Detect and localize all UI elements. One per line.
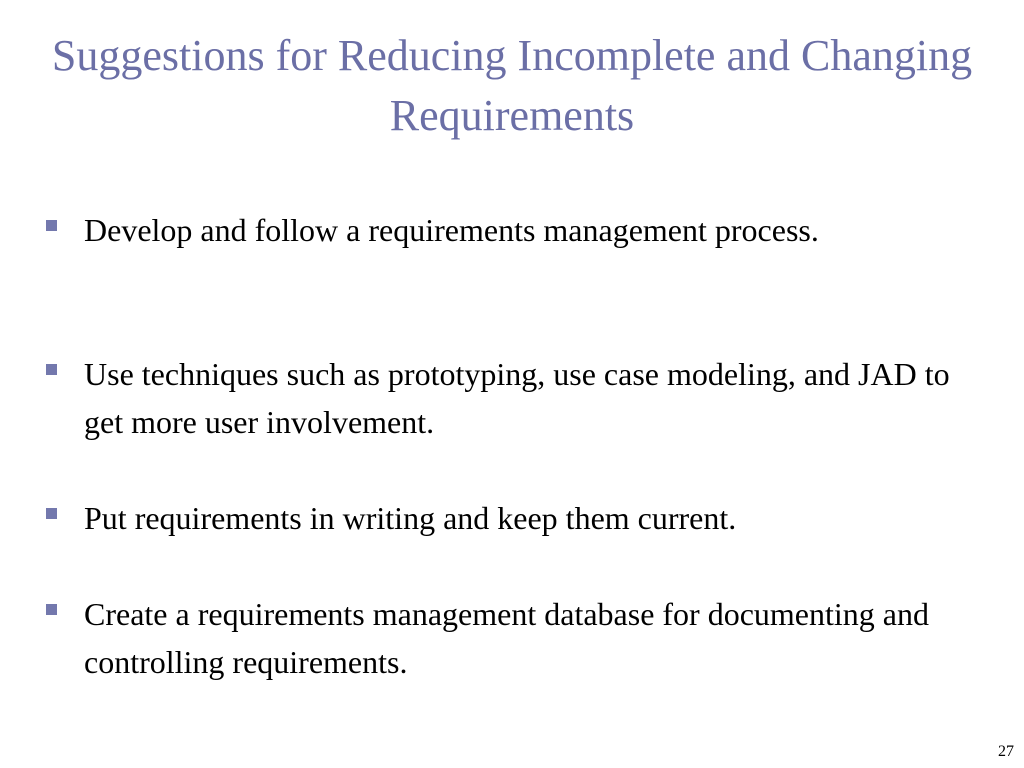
square-bullet-icon [46, 508, 57, 519]
square-bullet-icon [46, 220, 57, 231]
bullet-text: Develop and follow a requirements management process. [84, 212, 819, 248]
square-bullet-icon [46, 364, 57, 375]
bullet-text: Put requirements in writing and keep them current. [84, 500, 737, 536]
slide-title: Suggestions for Reducing Incomplete and Changing Requirements [51, 31, 973, 140]
page-number: 27 [998, 743, 1014, 760]
square-bullet-icon [46, 604, 57, 615]
bullet-text: Use techniques such as prototyping, use case modeling, and JAD to get more user involvement. [84, 356, 950, 440]
bullet-text: Create a requirements management database for documenting and controlling requirements. [84, 596, 929, 680]
